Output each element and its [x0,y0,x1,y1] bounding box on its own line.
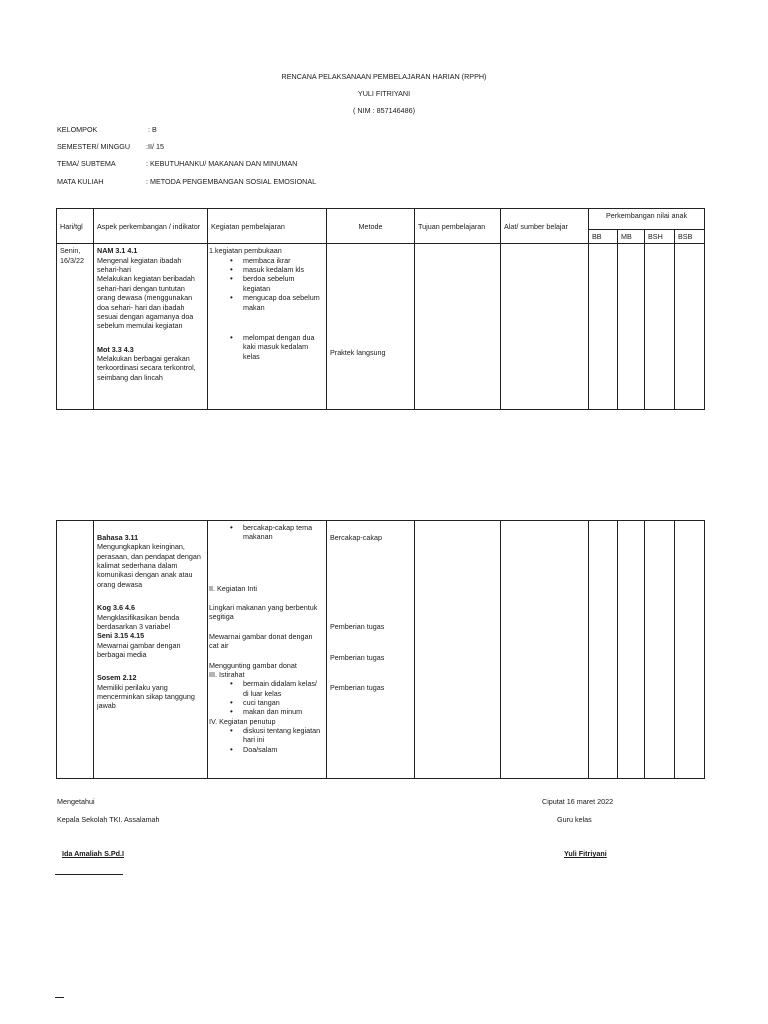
kegiatan-inti-3: Menggunting gambar donat [209,660,297,670]
list-item: • mengucap doa sebelum makan [243,293,323,312]
info-label-tema: TEMA/ SUBTEMA [57,159,116,168]
sosem-title: Sosem 2.12 [97,673,137,683]
bahasa-text: Mengungkapkan keinginan, perasaan, dan pendapat dengan kalimat sederhana dalam komunikasi dengan anak atau orang dewasa [97,542,201,589]
mengetahui-label: Mengetahui [57,797,95,806]
kegiatan-pembukaan-list [209,256,323,312]
bb-cell-2 [589,521,618,779]
info-label-mata-kuliah: MATA KULIAH [57,177,104,186]
list-item: • diskusi tentang kegiatan hari ini [243,726,323,745]
info-value-mata-kuliah: : METODA PENGEMBANGAN SOSIAL EMOSIONAL [146,177,317,186]
author-name: YULI FITRIYANI [357,89,411,98]
tujuan-cell-2 [415,521,501,779]
bsb-cell-2 [675,521,705,779]
kegiatan-cell-1 [208,244,327,410]
kegiatan-lompat-list [209,333,323,361]
metode-cell-2 [327,521,415,779]
mot-text: Melakukan berbagai gerakan terkoordinasi secara terkontrol, seimbang dan lincah [97,353,196,382]
bsh-cell-2 [645,521,675,779]
kegiatan-inti-2: Mewarnai gambar donat dengan cat air [209,631,313,651]
info-label-semester: SEMESTER/ MINGGU [57,142,131,151]
kegiatan-pembukaan-title: 1.kegiatan pembukaan [209,246,282,256]
header-bsh: BSH [645,230,675,244]
alat-cell-2 [501,521,589,779]
kegiatan-bercakap-list [209,523,323,542]
rpph-table-2 [56,520,705,779]
kog-title: Kog 3.6 4.6 [97,603,135,613]
penutup-list [209,726,323,754]
metode-tugas-3: Pemberian tugas [330,683,385,693]
info-value-tema: : KEBUTUHANKU/ MAKANAN DAN MINUMAN [146,159,298,168]
info-value-kelompok: : B [148,125,157,134]
istirahat-list [209,679,323,716]
list-item: • melompat dengan dua kaki masuk kedalam kelas [243,333,323,361]
bsh-cell-1 [645,244,675,410]
list-item: • Doa/salam [243,745,323,754]
aspek-cell-1 [94,244,208,410]
seni-title: Seni 3.15 4.15 [97,631,145,641]
guru-kelas-name: Yuli Fitriyani [564,849,607,858]
tujuan-cell-1 [415,244,501,410]
info-label-kelompok: KELOMPOK [57,125,98,134]
day-cell: Senin, 16/3/22 [57,244,94,410]
list-item: • bercakap-cakap tema makanan [243,523,323,542]
list-item: • cuci tangan [243,698,323,707]
kegiatan-inti-title: II. Kegiatan Inti [209,583,257,593]
mb-cell-1 [618,244,645,410]
nam-text-1: Mengenal kegiatan ibadah sehari-hari [97,255,182,275]
kegiatan-cell-2 [208,521,327,779]
penutup-title: IV. Kegiatan penutup [209,716,276,726]
header-kegiatan: Kegiatan pembelajaran [208,209,327,244]
metode-tugas-1: Pemberian tugas [330,622,385,632]
sosem-text: Memiliki perilaku yang mencerminkan sikap tanggung jawab [97,682,195,711]
guru-kelas-label: Guru kelas [557,815,592,824]
list-item: • membaca ikrar [243,256,323,265]
list-item: • bermain didalam kelas/ di luar kelas [243,679,323,698]
istirahat-title: III. Istirahat [209,669,245,679]
kepala-sekolah-label: Kepala Sekolah TKI. Assalamah [57,815,160,824]
kepala-sekolah-name: Ida Amaliah S.Pd.I [62,849,125,858]
header-aspek: Aspek perkembangan / indikator [94,209,208,244]
list-item: • masuk kedalam kls [243,265,323,274]
mot-title: Mot 3.3 4.3 [97,344,134,354]
metode-praktek: Praktek langsung [330,348,386,358]
header-bsb: BSB [675,230,705,244]
signature-line [55,874,123,875]
nam-text-2: Melakukan kegiatan beribadah sehari-hari dengan tuntutan orang dewasa (menggunakan doa sehari- hari dan ibadah sesuai dengan agamanya doa sebelum memulai kegiatan [97,274,195,331]
kog-text: Mengklasifikasikan benda berdasarkan 3 variabel [97,612,180,631]
nam-title: NAM 3.1 4.1 [97,246,138,256]
place-date: Ciputat 16 maret 2022 [542,797,614,806]
metode-bercakap: Bercakap-cakap [330,533,382,542]
document-title: RENCANA PELAKSANAAN PEMBELAJARAN HARIAN (RPPH) [281,72,487,81]
header-alat: Alat/ sumber belajar [501,209,589,244]
aspek-cell-2 [94,521,208,779]
info-value-semester: :II/ 15 [146,142,164,151]
header-perkembangan: Perkembangan nilai anak [589,209,705,230]
header-bb: BB [589,230,618,244]
seni-text: Mewarnai gambar dengan berbagai media [97,640,181,659]
rpph-table-1 [56,208,705,410]
list-item: • makan dan minum [243,707,323,716]
bb-cell-1 [589,244,618,410]
bsb-cell-1 [675,244,705,410]
header-metode: Metode [327,209,415,244]
header-hari: Hari/tgl [57,209,94,244]
author-nim: ( NIM : 857146486) [353,106,415,115]
alat-cell-1 [501,244,589,410]
metode-tugas-2: Pemberian tugas [330,652,385,662]
metode-cell-1 [327,244,415,410]
mb-cell-2 [618,521,645,779]
header-mb: MB [618,230,645,244]
bahasa-title: Bahasa 3.11 [97,533,139,542]
page-mark [55,997,64,998]
header-tujuan: Tujuan pembelajaran [415,209,501,244]
list-item: • berdoa sebelum kegiatan [243,274,323,293]
kegiatan-inti-1: Lingkari makanan yang berbentuk segitiga [209,603,318,622]
day-cell-2 [57,521,94,779]
